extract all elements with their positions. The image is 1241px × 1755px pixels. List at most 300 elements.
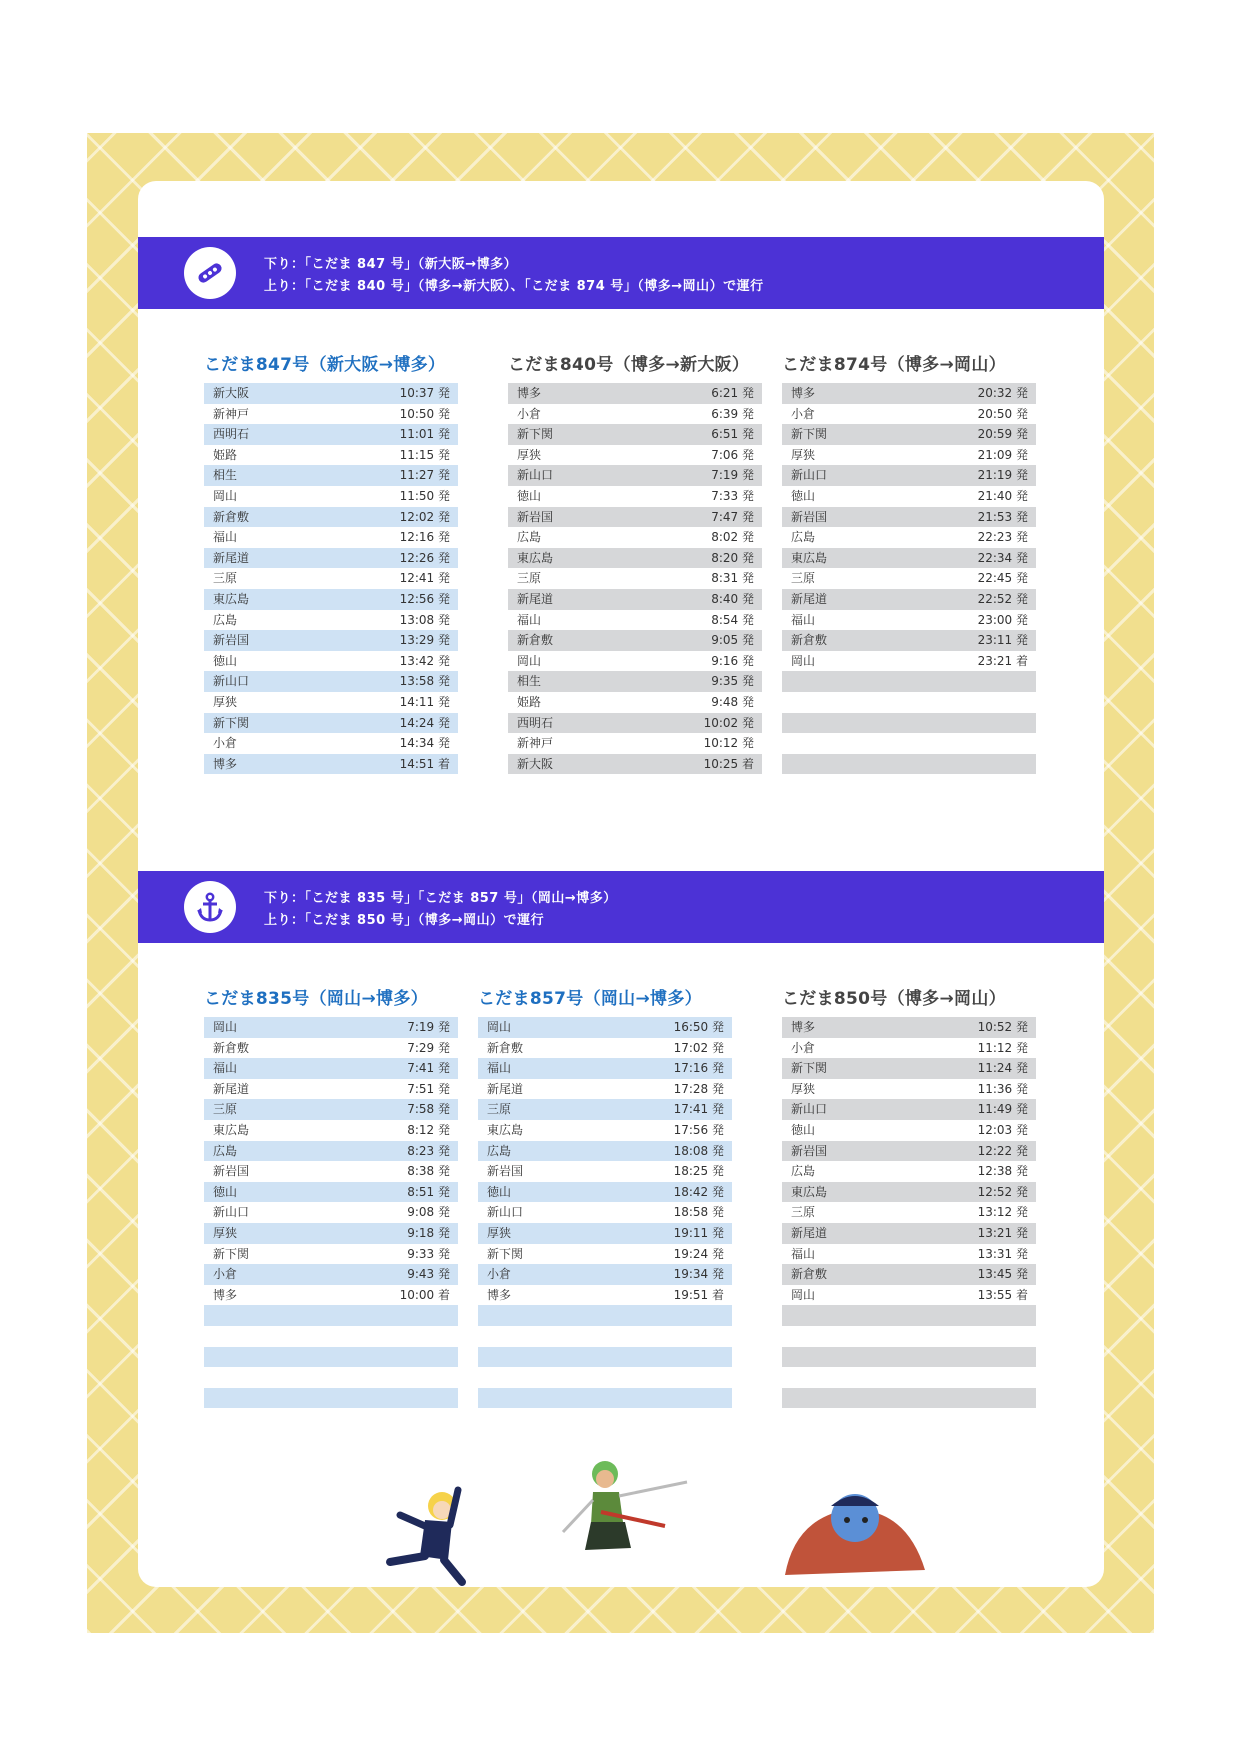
station-name: 新下関 <box>213 1246 250 1261</box>
timetable-row <box>204 1223 458 1244</box>
departure-time: 18:25 発 <box>673 1164 724 1179</box>
timetable-row <box>204 1285 458 1306</box>
station-name: 新岩国 <box>791 1143 828 1158</box>
departure-time: 17:02 発 <box>673 1040 724 1055</box>
station-name: 広島 <box>791 1164 816 1179</box>
timetable-row <box>204 1120 458 1141</box>
departure-time: 13:42 発 <box>399 653 450 668</box>
station-name: 小倉 <box>791 406 816 421</box>
departure-time: 13:21 発 <box>977 1225 1028 1240</box>
station-name: 厚狭 <box>487 1225 512 1240</box>
station-name: 新倉敷 <box>213 1040 250 1055</box>
station-name: 東広島 <box>517 550 554 565</box>
timetable-row <box>478 1017 732 1038</box>
timetable-row <box>782 1367 1036 1388</box>
station-name: 新岩国 <box>213 1164 250 1179</box>
timetable-row <box>782 1161 1036 1182</box>
station-name: 博多 <box>791 386 816 400</box>
departure-time: 8:02 発 <box>711 530 754 545</box>
station-name: 博多 <box>517 386 542 400</box>
timetable-row <box>478 1182 732 1203</box>
departure-time: 9:35 発 <box>711 674 754 689</box>
station-name: 三原 <box>517 571 542 586</box>
station-name: 福山 <box>517 612 542 627</box>
station-name: 新倉敷 <box>213 509 250 524</box>
station-name: 新岩国 <box>487 1164 524 1179</box>
departure-time: 8:38 発 <box>407 1164 450 1179</box>
station-name: 姫路 <box>517 694 542 709</box>
station-name: 厚狭 <box>213 694 238 709</box>
departure-time: 19:24 発 <box>673 1246 724 1261</box>
station-name: 新岩国 <box>517 509 554 524</box>
timetable-row <box>782 1038 1036 1059</box>
station-name: 小倉 <box>213 736 238 751</box>
timetable-row <box>478 1079 732 1100</box>
departure-time: 17:28 発 <box>673 1081 724 1096</box>
departure-time: 13:55 着 <box>977 1287 1028 1302</box>
departure-time: 13:31 発 <box>977 1246 1028 1261</box>
departure-time: 11:49 発 <box>977 1102 1028 1117</box>
station-name: 小倉 <box>487 1267 512 1282</box>
timetable-row <box>782 568 1036 589</box>
departure-time: 11:36 発 <box>977 1081 1028 1096</box>
station-name: 福山 <box>487 1061 512 1076</box>
timetable-row <box>782 1058 1036 1079</box>
timetable-row <box>204 692 458 713</box>
timetable-title-850: こだま850号（博多→岡山） <box>782 989 1006 1009</box>
timetable-row <box>782 1079 1036 1100</box>
timetable-835 <box>204 1017 458 1408</box>
departure-time: 9:05 発 <box>711 633 754 648</box>
departure-time: 21:40 発 <box>977 488 1028 503</box>
station-name: 小倉 <box>517 406 542 421</box>
timetable-row <box>782 713 1036 734</box>
departure-time: 10:50 発 <box>399 406 450 421</box>
departure-time: 13:08 発 <box>399 612 450 627</box>
station-name: 厚狭 <box>791 1081 816 1096</box>
timetable-row <box>478 1058 732 1079</box>
departure-time: 9:33 発 <box>407 1246 450 1261</box>
departure-time: 19:34 発 <box>673 1267 724 1282</box>
station-name: 新山口 <box>213 674 250 689</box>
station-name: 岡山 <box>213 1020 238 1034</box>
departure-time: 7:19 発 <box>711 468 754 483</box>
station-name: 東広島 <box>791 1184 828 1199</box>
departure-time: 12:02 発 <box>399 509 450 524</box>
station-name: 新倉敷 <box>791 1267 828 1282</box>
station-name: 新倉敷 <box>791 633 828 648</box>
departure-time: 22:23 発 <box>977 530 1028 545</box>
timetable-row <box>204 568 458 589</box>
departure-time: 10:25 着 <box>703 756 754 771</box>
station-name: 姫路 <box>213 447 238 462</box>
station-name: 広島 <box>487 1143 512 1158</box>
station-name: 広島 <box>791 530 816 545</box>
timetable-row <box>782 1223 1036 1244</box>
timetable-row <box>204 1264 458 1285</box>
timetable-row <box>782 383 1036 404</box>
timetable-850 <box>782 1017 1036 1408</box>
character-illustration-swordsman <box>555 1452 715 1562</box>
departure-time: 17:41 発 <box>673 1102 724 1117</box>
station-name: 博多 <box>791 1020 816 1034</box>
departure-time: 7:29 発 <box>407 1040 450 1055</box>
pin-icon <box>184 247 236 299</box>
timetable-row <box>508 651 762 672</box>
timetable-row <box>478 1141 732 1162</box>
timetable-row <box>508 527 762 548</box>
departure-time: 21:53 発 <box>977 509 1028 524</box>
timetable-row <box>782 1326 1036 1347</box>
timetable-row <box>782 733 1036 754</box>
station-name: 広島 <box>213 1143 238 1158</box>
banner-line-2: 上り：「こだま 840 号」（博多→新大阪）、「こだま 874 号」（博多→岡山）で運行 <box>264 279 764 294</box>
timetable-row <box>204 671 458 692</box>
station-name: 新山口 <box>213 1205 250 1220</box>
departure-time: 19:51 着 <box>673 1287 724 1302</box>
station-name: 新岩国 <box>791 509 828 524</box>
timetable-row <box>478 1099 732 1120</box>
departure-time: 12:56 発 <box>399 591 450 606</box>
timetable-row <box>508 507 762 528</box>
departure-time: 9:43 発 <box>407 1267 450 1282</box>
timetable-row <box>478 1388 732 1409</box>
station-name: 福山 <box>213 530 238 545</box>
timetable-row <box>782 1017 1036 1038</box>
departure-time: 7:33 発 <box>711 488 754 503</box>
departure-time: 9:16 発 <box>711 653 754 668</box>
timetable-857 <box>478 1017 732 1408</box>
station-name: 東広島 <box>487 1122 524 1137</box>
departure-time: 7:58 発 <box>407 1102 450 1117</box>
timetable-row <box>204 1099 458 1120</box>
departure-time: 7:41 発 <box>407 1061 450 1076</box>
departure-time: 11:15 発 <box>399 447 450 462</box>
timetable-row <box>782 1120 1036 1141</box>
departure-time: 7:47 発 <box>711 509 754 524</box>
station-name: 相生 <box>213 468 238 483</box>
departure-time: 12:22 発 <box>977 1143 1028 1158</box>
timetable-row <box>782 1244 1036 1265</box>
departure-time: 20:32 発 <box>977 386 1028 400</box>
departure-time: 21:09 発 <box>977 447 1028 462</box>
timetable-row <box>204 733 458 754</box>
departure-time: 13:58 発 <box>399 674 450 689</box>
departure-time: 17:16 発 <box>673 1061 724 1076</box>
station-name: 小倉 <box>791 1040 816 1055</box>
station-name: 三原 <box>791 1205 816 1220</box>
timetable-row <box>782 651 1036 672</box>
timetable-row <box>204 404 458 425</box>
station-name: 新下関 <box>487 1246 524 1261</box>
station-name: 徳山 <box>791 1122 816 1137</box>
departure-time: 19:11 発 <box>673 1225 724 1240</box>
timetable-row <box>782 527 1036 548</box>
station-name: 新山口 <box>791 468 828 483</box>
station-name: 厚狭 <box>791 447 816 462</box>
timetable-row <box>508 486 762 507</box>
station-name: 新大阪 <box>517 756 554 771</box>
station-name: 新尾道 <box>517 591 554 606</box>
timetable-row <box>204 445 458 466</box>
station-name: 徳山 <box>487 1184 512 1199</box>
timetable-row <box>508 424 762 445</box>
station-name: 新大阪 <box>213 386 250 400</box>
timetable-row <box>478 1264 732 1285</box>
banner-line-1: 下り：「こだま 835 号」「こだま 857 号」（岡山→博多） <box>264 891 617 906</box>
departure-time: 12:52 発 <box>977 1184 1028 1199</box>
timetable-row <box>782 1388 1036 1409</box>
departure-time: 14:51 着 <box>399 756 450 771</box>
timetable-row <box>508 733 762 754</box>
timetable-row <box>204 1058 458 1079</box>
timetable-row <box>204 630 458 651</box>
timetable-row <box>204 548 458 569</box>
station-name: 新神戸 <box>517 736 554 751</box>
station-name: 三原 <box>213 1102 238 1117</box>
station-name: 福山 <box>791 612 816 627</box>
departure-time: 7:51 発 <box>407 1081 450 1096</box>
station-name: 三原 <box>791 571 816 586</box>
station-name: 岡山 <box>487 1020 512 1034</box>
station-name: 西明石 <box>213 427 250 442</box>
timetable-row <box>782 1182 1036 1203</box>
station-name: 徳山 <box>517 488 542 503</box>
timetable-row <box>508 445 762 466</box>
banner-line-1: 下り：「こだま 847 号」（新大阪→博多） <box>264 257 518 272</box>
departure-time: 20:59 発 <box>977 427 1028 442</box>
departure-time: 16:50 発 <box>673 1020 724 1034</box>
timetable-row <box>204 610 458 631</box>
station-name: 広島 <box>213 612 238 627</box>
timetable-row <box>204 1141 458 1162</box>
departure-time: 18:42 発 <box>673 1184 724 1199</box>
timetable-row <box>204 1347 458 1368</box>
station-name: 東広島 <box>213 1122 250 1137</box>
timetable-row <box>782 1202 1036 1223</box>
timetable-874 <box>782 383 1036 774</box>
timetable-row <box>508 589 762 610</box>
timetable-row <box>782 465 1036 486</box>
station-name: 厚狭 <box>213 1225 238 1240</box>
timetable-row <box>782 424 1036 445</box>
departure-time: 9:18 発 <box>407 1225 450 1240</box>
station-name: 新倉敷 <box>487 1040 524 1055</box>
station-name: 岡山 <box>517 653 542 668</box>
timetable-title-847: こだま847号（新大阪→博多） <box>204 355 446 375</box>
timetable-row <box>782 671 1036 692</box>
station-name: 新下関 <box>791 1061 828 1076</box>
timetable-847 <box>204 383 458 774</box>
timetable-row <box>782 692 1036 713</box>
timetable-row <box>478 1202 732 1223</box>
station-name: 岡山 <box>213 488 238 503</box>
timetable-row <box>508 713 762 734</box>
departure-time: 22:52 発 <box>977 591 1028 606</box>
station-name: 新山口 <box>487 1205 524 1220</box>
character-illustration-fishman <box>775 1480 935 1580</box>
timetable-row <box>204 383 458 404</box>
timetable-title-835: こだま835号（岡山→博多） <box>204 989 428 1009</box>
timetable-row <box>782 630 1036 651</box>
station-name: 新下関 <box>213 715 250 730</box>
station-name: 福山 <box>213 1061 238 1076</box>
departure-time: 11:24 発 <box>977 1061 1028 1076</box>
departure-time: 8:31 発 <box>711 571 754 586</box>
departure-time: 10:00 着 <box>399 1287 450 1302</box>
timetable-row <box>204 1182 458 1203</box>
station-name: 相生 <box>517 674 542 689</box>
timetable-title-857: こだま857号（岡山→博多） <box>478 989 702 1009</box>
timetable-row <box>204 486 458 507</box>
timetable-row <box>204 1367 458 1388</box>
departure-time: 14:34 発 <box>399 736 450 751</box>
departure-time: 11:01 発 <box>399 427 450 442</box>
timetable-row <box>204 1079 458 1100</box>
timetable-row <box>782 1264 1036 1285</box>
station-name: 新下関 <box>791 427 828 442</box>
departure-time: 8:23 発 <box>407 1143 450 1158</box>
timetable-row <box>204 1244 458 1265</box>
station-name: 新尾道 <box>213 550 250 565</box>
departure-time: 11:50 発 <box>399 488 450 503</box>
departure-time: 7:19 発 <box>407 1020 450 1034</box>
station-name: 厚狭 <box>517 447 542 462</box>
timetable-row <box>782 1305 1036 1326</box>
departure-time: 9:08 発 <box>407 1205 450 1220</box>
station-name: 岡山 <box>791 1287 816 1302</box>
departure-time: 8:51 発 <box>407 1184 450 1199</box>
station-name: 岡山 <box>791 653 816 668</box>
station-name: 新山口 <box>517 468 554 483</box>
station-name: 新尾道 <box>213 1081 250 1096</box>
timetable-row <box>204 1017 458 1038</box>
timetable-row <box>508 754 762 775</box>
departure-time: 10:37 発 <box>399 386 450 400</box>
station-name: 三原 <box>213 571 238 586</box>
timetable-row <box>508 610 762 631</box>
departure-time: 11:12 発 <box>977 1040 1028 1055</box>
departure-time: 23:11 発 <box>977 633 1028 648</box>
departure-time: 23:00 発 <box>977 612 1028 627</box>
departure-time: 22:34 発 <box>977 550 1028 565</box>
timetable-row <box>782 754 1036 775</box>
timetable-row <box>782 1099 1036 1120</box>
departure-time: 12:41 発 <box>399 571 450 586</box>
departure-time: 21:19 発 <box>977 468 1028 483</box>
departure-time: 6:21 発 <box>711 386 754 400</box>
station-name: 東広島 <box>213 591 250 606</box>
station-name: 新尾道 <box>791 591 828 606</box>
station-name: 博多 <box>213 1287 238 1302</box>
timetable-row <box>508 548 762 569</box>
timetable-title-840: こだま840号（博多→新大阪） <box>508 355 750 375</box>
timetable-row <box>478 1347 732 1368</box>
departure-time: 22:45 発 <box>977 571 1028 586</box>
timetable-row <box>782 404 1036 425</box>
timetable-row <box>204 589 458 610</box>
timetable-row <box>204 713 458 734</box>
timetable-row <box>204 1038 458 1059</box>
departure-time: 8:12 発 <box>407 1122 450 1137</box>
timetable-title-874: こだま874号（博多→岡山） <box>782 355 1006 375</box>
timetable-row <box>204 651 458 672</box>
timetable-row <box>204 527 458 548</box>
departure-time: 10:12 発 <box>703 736 754 751</box>
station-name: 広島 <box>517 530 542 545</box>
station-name: 福山 <box>791 1246 816 1261</box>
departure-time: 7:06 発 <box>711 447 754 462</box>
timetable-row <box>782 507 1036 528</box>
route-banner-2 <box>138 871 1104 943</box>
timetable-row <box>478 1367 732 1388</box>
departure-time: 13:29 発 <box>399 633 450 648</box>
timetable-row <box>478 1038 732 1059</box>
departure-time: 23:21 着 <box>977 653 1028 668</box>
departure-time: 12:16 発 <box>399 530 450 545</box>
route-banner-1 <box>138 237 1104 309</box>
departure-time: 13:12 発 <box>977 1205 1028 1220</box>
departure-time: 10:02 発 <box>703 715 754 730</box>
departure-time: 12:03 発 <box>977 1122 1028 1137</box>
timetable-840 <box>508 383 762 774</box>
station-name: 徳山 <box>213 1184 238 1199</box>
departure-time: 20:50 発 <box>977 406 1028 421</box>
departure-time: 12:26 発 <box>399 550 450 565</box>
timetable-row <box>782 486 1036 507</box>
departure-time: 18:58 発 <box>673 1205 724 1220</box>
timetable-row <box>204 754 458 775</box>
timetable-row <box>782 548 1036 569</box>
timetable-row <box>478 1326 732 1347</box>
character-illustration-running <box>370 1470 490 1590</box>
station-name: 東広島 <box>791 550 828 565</box>
departure-time: 6:51 発 <box>711 427 754 442</box>
departure-time: 8:20 発 <box>711 550 754 565</box>
timetable-row <box>204 1388 458 1409</box>
station-name: 三原 <box>487 1102 512 1117</box>
timetable-row <box>204 507 458 528</box>
timetable-row <box>508 568 762 589</box>
timetable-row <box>508 404 762 425</box>
station-name: 新岩国 <box>213 633 250 648</box>
departure-time: 6:39 発 <box>711 406 754 421</box>
station-name: 新尾道 <box>791 1225 828 1240</box>
timetable-row <box>204 1326 458 1347</box>
departure-time: 8:54 発 <box>711 612 754 627</box>
timetable-row <box>508 671 762 692</box>
departure-time: 8:40 発 <box>711 591 754 606</box>
departure-time: 14:24 発 <box>399 715 450 730</box>
departure-time: 18:08 発 <box>673 1143 724 1158</box>
station-name: 新下関 <box>517 427 554 442</box>
timetable-row <box>782 589 1036 610</box>
station-name: 新倉敷 <box>517 633 554 648</box>
departure-time: 9:48 発 <box>711 694 754 709</box>
station-name: 西明石 <box>517 715 554 730</box>
timetable-row <box>782 610 1036 631</box>
timetable-row <box>478 1244 732 1265</box>
timetable-row <box>204 1305 458 1326</box>
departure-time: 11:27 発 <box>399 468 450 483</box>
timetable-row <box>782 445 1036 466</box>
station-name: 新山口 <box>791 1102 828 1117</box>
timetable-row <box>478 1285 732 1306</box>
timetable-row <box>204 1161 458 1182</box>
departure-time: 17:56 発 <box>673 1122 724 1137</box>
station-name: 新尾道 <box>487 1081 524 1096</box>
station-name: 小倉 <box>213 1267 238 1282</box>
